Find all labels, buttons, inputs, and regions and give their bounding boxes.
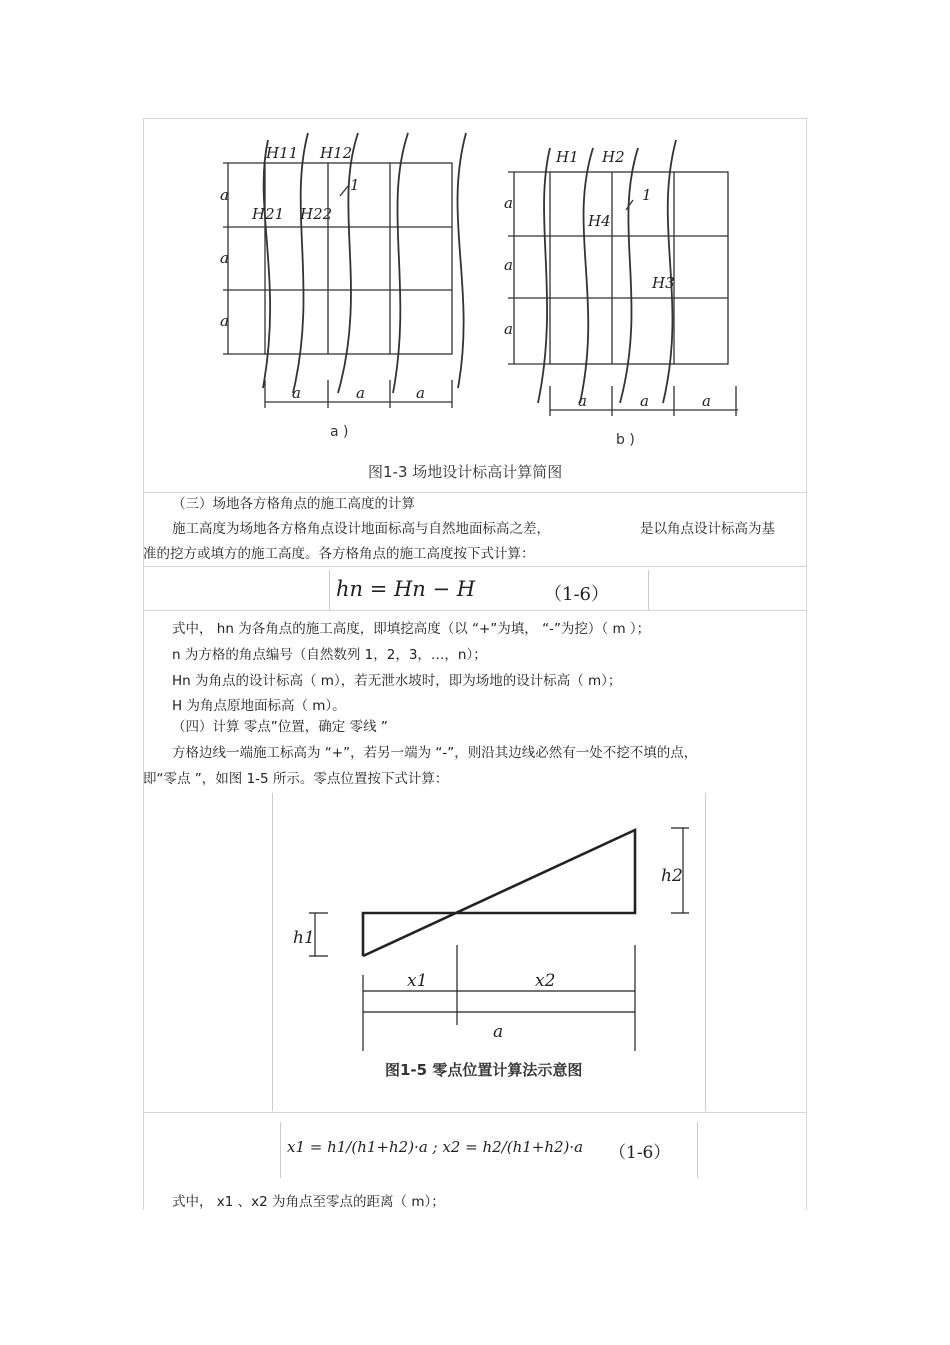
subcaption-a: a ) — [330, 424, 349, 440]
dim-a-bottom-1: a — [292, 384, 301, 402]
para-1-line-1a: 施工高度为场地各方格角点设计地面标高与自然地面标高之差， — [172, 521, 550, 537]
label-h1: h1 — [293, 928, 315, 948]
subcaption-b: b ) — [616, 432, 635, 448]
dim-a-left-3: a — [220, 312, 229, 330]
dim-b-left-2: a — [504, 256, 513, 274]
section-3-title: （三）场地各方格角点的施工高度的计算 — [172, 496, 415, 512]
figure-1-5-caption: 图1-5 零点位置计算法示意图 — [385, 1061, 583, 1079]
where-line-1: 式中， hn 为各角点的施工高度，即填挖高度（以 “+”为填， “-”为挖）（ m ）； — [172, 621, 651, 637]
label-h22: H22 — [300, 205, 333, 223]
equation-1 — [329, 570, 649, 610]
dim-b-bottom-1: a — [578, 392, 587, 410]
equation-2 — [280, 1122, 698, 1178]
section-4-title: （四）计算 零点”位置，确定 零线 ” — [172, 719, 388, 735]
dim-a-bottom-3: a — [416, 384, 425, 402]
para-1-line-1b: 是以角点设计标高为基 — [640, 521, 775, 537]
label-contour-1b: 1 — [642, 186, 652, 204]
where-line-4: H 为角点原地面标高（ m）。 — [172, 698, 346, 714]
rule-2 — [143, 566, 807, 567]
dim-a-left-1: a — [220, 186, 229, 204]
figure-1-3-caption: 图1-3 场地设计标高计算简图 — [368, 463, 563, 481]
label-h2: H2 — [602, 148, 625, 166]
para-2-line-1: 方格边线一端施工标高为 “+”，若另一端为 “-”，则沿其边线必然有一处不挖不填的点， — [172, 745, 698, 761]
label-x1: x1 — [407, 971, 428, 991]
dim-b-left-3: a — [504, 320, 513, 338]
dim-b-bottom-2: a — [640, 392, 649, 410]
label-h21: H21 — [252, 205, 285, 223]
label-h1: H1 — [556, 148, 579, 166]
where-line-3: Hn 为角点的设计标高（ m），若无泄水坡时，即为场地的设计标高（ m）； — [172, 673, 622, 689]
label-h12: H12 — [320, 144, 353, 162]
figure-1-3 — [208, 118, 766, 490]
equation-2-formula: x1 = h1/(h1+h2)·a ; x2 = h2/(h1+h2)·a — [287, 1138, 584, 1156]
label-h4: H4 — [588, 212, 611, 230]
rule-1 — [143, 492, 807, 493]
dim-b-bottom-3: a — [702, 392, 711, 410]
label-contour-1a: 1 — [350, 176, 360, 194]
dim-a-bottom-2: a — [356, 384, 365, 402]
last-line: 式中， x1 、x2 为角点至零点的距离（ m）； — [172, 1194, 445, 1210]
rule-4 — [143, 1112, 807, 1113]
figure-1-5 — [272, 793, 706, 1111]
label-x2: x2 — [535, 971, 556, 991]
label-h11: H11 — [266, 144, 299, 162]
para-2-line-2: 即“零点 ”，如图 1-5 所示。零点位置按下式计算： — [143, 771, 449, 787]
equation-1-number: （1-6） — [544, 584, 609, 605]
equation-2-number: （1-6） — [609, 1143, 671, 1163]
equation-1-formula: hn = Hn − H — [336, 577, 476, 601]
page-border-right — [806, 118, 807, 1210]
rule-3 — [143, 610, 807, 611]
dim-a-left-2: a — [220, 249, 229, 267]
dim-b-left-1: a — [504, 194, 513, 212]
label-h3: H3 — [652, 274, 675, 292]
label-a: a — [493, 1022, 504, 1042]
where-line-2: n 为方格的角点编号（自然数列 1，2，3，…，n）； — [172, 647, 487, 663]
page-border-left — [143, 118, 144, 1210]
label-h2: h2 — [661, 866, 683, 886]
para-1-line-2: 准的挖方或填方的施工高度。各方格角点的施工高度按下式计算： — [143, 546, 535, 562]
